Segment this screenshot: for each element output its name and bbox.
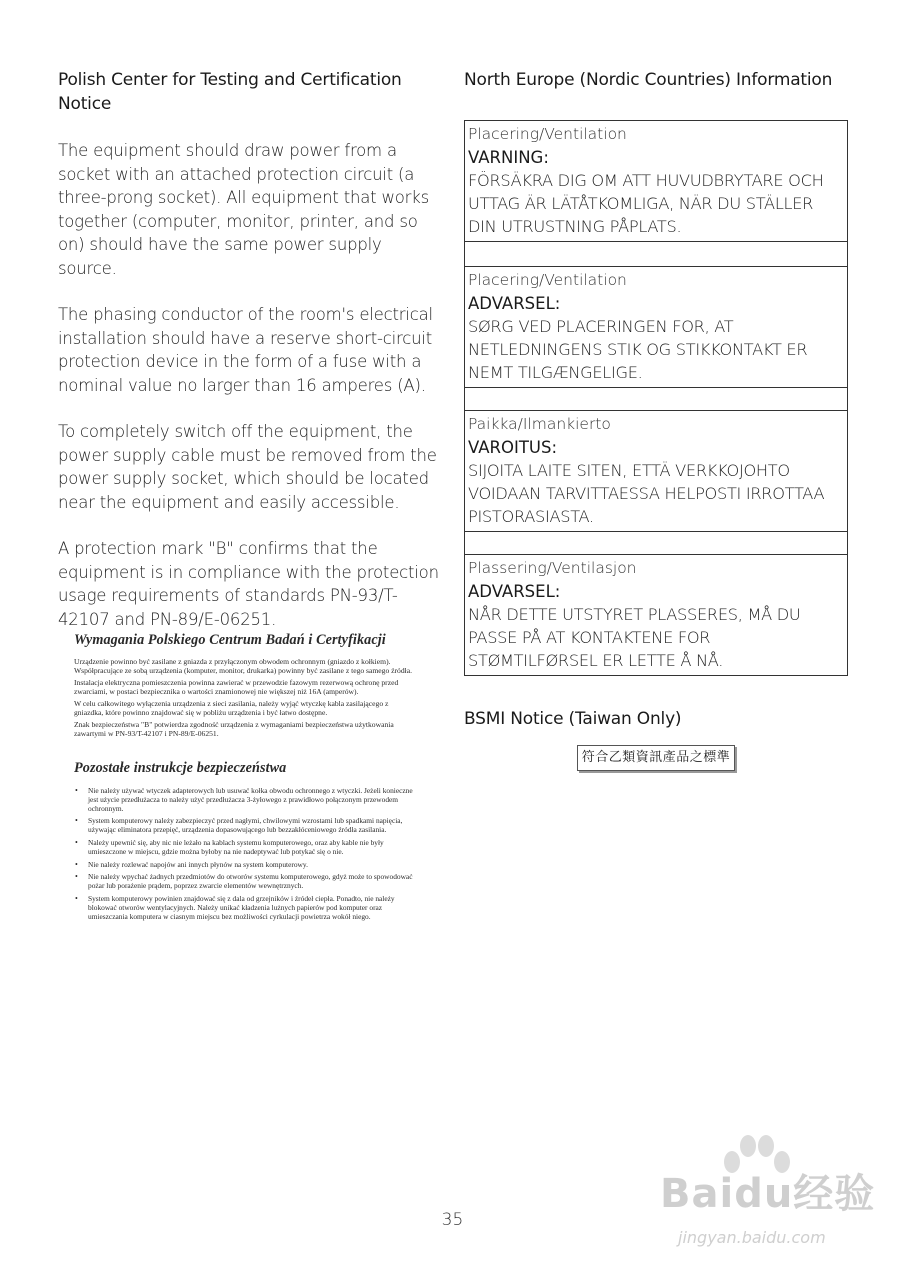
scan-bullet: • Nie należy używać wtyczek adapterowych lub usuwać kołka obwodu ochronnego z wtyczki. Jeżeli konieczne jest użycie przedłużacza to należy użyć przedłużacza 3-żyłowego z prawidłowo połączonym przewodem ochronnym. (88, 787, 419, 813)
block-heading: Placering/Ventilation (468, 125, 627, 143)
scan-bullet: • Nie należy wpychać żadnych przedmiotów do otworów systemu komputerowego, gdyż może to spowodować pożar lub porażenie prądem, poprzez zwarcie elementów wewnętrznych. (88, 873, 419, 891)
block-heading: Plassering/Ventilasjon (468, 559, 637, 577)
scan-title-requirements: Wymagania Polskiego Centrum Badań i Certyfikacji (74, 632, 386, 648)
nordic-block-norway (465, 555, 847, 675)
block-warning: VAROITUS: (468, 438, 558, 457)
scan-bullet: • Należy upewnić się, aby nic nie leżało na kablach systemu komputerowego, oraz aby kable nie były umieszczone w miejscu, gdzie można byłoby na nie nadeptywać lub potykać się o nie. (88, 839, 419, 857)
nordic-title: North Europe (Nordic Countries) Information (464, 70, 833, 90)
scan-bullet: • System komputerowy należy zabezpieczyć przed nagłymi, chwilowymi wzrostami lub spadkami napięcia, używając eliminatora przepięć, urządzenia dopasowującego lub bezzakłóceniowego źródła zasilania. (88, 817, 419, 835)
block-body: NÅR DETTE UTSTYRET PLASSERES, MÅ DU PASSE PÅ AT KONTAKTENE FOR STØMTILFØRSEL ER LETTE Å NÅ. (468, 605, 801, 670)
polish-paragraph: To completely switch off the equipment, the power supply cable must be removed from the power supply socket, which should be located near the equipment and easily accessible. (58, 422, 437, 512)
scan-paragraph: Instalacja elektryczna pomieszczenia powinna zawierać w przewodzie fazowym rezerwową ochronę przed zwarciami, w postaci bezpiecznika o wartości znamionowej nie większej niż 16A (amperów). (74, 678, 399, 696)
block-warning: VARNING: (468, 148, 549, 167)
scan-bullet: • Nie należy rozlewać napojów ani innych płynów na system komputerowy. (88, 861, 419, 870)
scan-bullet: • System komputerowy powinien znajdować się z dala od grzejników i źródeł ciepła. Ponadto, nie należy blokować otworów wentylacyjnych. Należy unikać kładzenia lużnych papierów pod komputer oraz umieszczania komputera w ciasnym miejscu bez możliwości cyrkulacji powietrza wokół niego. (88, 895, 419, 921)
polish-paragraph: The phasing conductor of the room's electrical installation should have a reserve short-circuit protection device in the form of a fuse with a nominal value no larger than 16 amperes (A). (58, 305, 433, 395)
block-warning: ADVARSEL: (468, 582, 561, 601)
page-number: 35 (441, 1210, 464, 1230)
nordic-block-denmark (465, 267, 847, 388)
watermark-logo: Baidu经验 (660, 1171, 876, 1217)
scan-paragraph: W celu całkowitego wyłączenia urządzenia z sieci zasilania, należy wyjąć wtyczkę kabla zasilającego z gniazdka, które powinno znajdować się w pobliżu urządzenia i być łatwo dostępne. (74, 699, 389, 717)
polish-scanned-notice (74, 632, 419, 925)
table-spacer-row (465, 242, 847, 267)
scan-bullet-list (74, 787, 419, 921)
nordic-block-finland (465, 411, 847, 532)
polish-notice-title: Polish Center for Testing and Certification Notice (58, 70, 402, 114)
table-spacer-row (465, 532, 847, 555)
scan-paragraph: Urządzenie powinno być zasilane z gniazda z przyłączonym obwodem ochronnym (gniazdo z kołkiem). Współpracujące ze sobą urządzenia (komputer, monitor, drukarka) powinny być zasilane z tego samego źródła. (74, 657, 413, 675)
block-body: SIJOITA LAITE SITEN, ETTÄ VERKKOJOHTO VOIDAAN TARVITTAESSA HELPOSTI IRROTTAA PISTORASIASTA. (468, 461, 825, 526)
block-heading: Paikka/Ilmankierto (468, 415, 611, 433)
scan-paragraph: Znak bezpieczeństwa "B" potwierdza zgodność urządzenia z wymaganiami bezpieczeństwa użytkowania zawartymi w PN-93/T-42107 i PN-89/E-06251. (74, 720, 394, 738)
polish-paragraph: A protection mark "B" confirms that the equipment is in compliance with the protection usage requirements of standards PN-93/T-42107 and PN-89/E-06251. (58, 539, 439, 629)
watermark-url: jingyan.baidu.com (678, 1228, 826, 1247)
nordic-block-sweden (465, 121, 847, 242)
table-spacer-row (465, 388, 847, 411)
bsmi-compliance-label: 符合乙類資訊產品之標準 (577, 745, 735, 771)
left-column (58, 68, 443, 654)
polish-paragraph: The equipment should draw power from a socket with an attached protection circuit (a three-prong socket). All equipment that works together (computer, monitor, printer, and so on) should have the same power supply source. (58, 141, 429, 278)
block-body: SØRG VED PLACERINGEN FOR, AT NETLEDNINGENS STIK OG STIKKONTAKT ER NEMT TILGÆNGELIGE. (468, 317, 808, 382)
nordic-warning-table (464, 120, 848, 676)
bsmi-notice-title: BSMI Notice (Taiwan Only) (464, 709, 682, 729)
right-column (464, 68, 848, 115)
block-body: FÖRSÄKRA DIG OM ATT HUVUDBRYTARE OCH UTTAG ÄR LÄTÅTKOMLIGA, NÄR DU STÄLLER DIN UTRUSTNING PÅPLATS. (468, 171, 824, 236)
scan-title-other-instructions: Pozostałe instrukcje bezpieczeństwa (74, 760, 287, 776)
block-warning: ADVARSEL: (468, 294, 561, 313)
block-heading: Placering/Ventilation (468, 271, 627, 289)
baidu-watermark (640, 1140, 880, 1260)
